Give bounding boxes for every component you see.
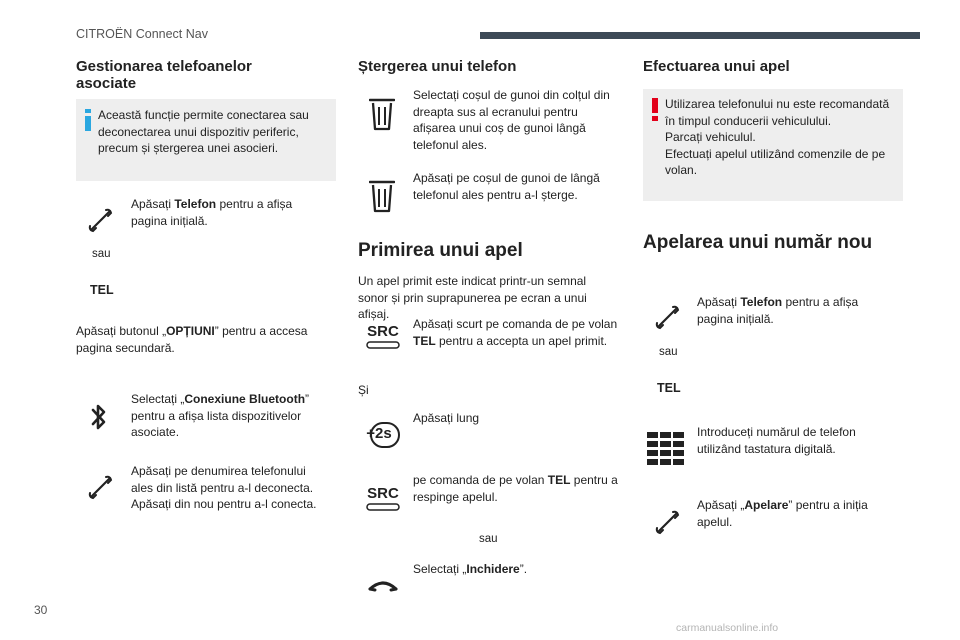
info-note [76,99,336,181]
long-press-label: +2s [366,425,392,442]
tel-label: TEL [657,381,681,395]
warning-note-text: Utilizarea telefonului nu este recomandată în timpul conducerii vehiculului. Parcați vehiculul. Efectuați apelul utilizând comenzile de pe volan. [665,97,890,177]
section-title-receive-call: Primirea unui apel [358,240,523,261]
watermark: carmanualsonline.info [676,622,779,634]
info-icon [85,109,91,131]
phone-icon[interactable] [88,475,114,501]
step-long-press: Apăsați lung [413,411,480,425]
info-note-text: Această funcție permite conectarea sau deconectarea unui dispozitiv periferic, precum și ștergerea unei asocieri. [98,108,309,155]
steering-src-button-icon[interactable] [366,486,400,512]
src-label: SRC [367,323,399,340]
or-label: sau [659,346,678,358]
warning-icon [652,98,658,122]
step-press-phone: Apăsați Telefon pentru a afișa pagina inițială. [697,295,859,326]
page-number: 30 [34,603,48,617]
step-reject-call: pe comanda de pe volan TEL pentru a respinge apelul. [413,473,618,504]
steering-button-shape [366,340,400,350]
tel-label: TEL [90,283,114,297]
steering-src-button-icon[interactable] [366,324,400,350]
bluetooth-icon[interactable] [89,402,109,432]
phone-icon[interactable] [655,305,681,331]
step-select-trash: Selectați coșul de gunoi din colțul din dreapta sus al ecranului pentru afișarea unui coș de gunoi lângă telefonul ales. [413,88,610,152]
step-bluetooth: Selectați „Conexiune Bluetooth” pentru a afișa lista dispozitivelor asociate. [131,392,310,439]
step-accept-call: Apăsați scurt pe comanda de pe volan TEL pentru a accepta un apel primit. [413,317,618,348]
hangup-icon[interactable] [368,578,398,594]
phone-icon[interactable] [655,510,681,536]
or-label: sau [92,248,111,260]
section-title-delete-phone: Ștergerea unui telefon [358,58,517,75]
section-title-new-number: Apelarea unui număr nou [643,232,873,253]
keypad-icon[interactable] [647,432,685,466]
step-connect-disconnect: Apăsați pe denumirea telefonului ales din listă pentru a-l deconecta. Apăsați din nou pentru a-l conecta. [131,464,317,511]
section-title-paired-phones: Gestionarea telefoanelor asociate [76,58,252,92]
or-label: sau [479,533,498,545]
header-title: CITROËN Connect Nav [76,27,208,41]
step-press-trash: Apăsați pe coșul de gunoi de lângă telefonul ales pentru a-l șterge. [413,171,600,202]
step-keypad: Introduceți numărul de telefon utilizând tastatura digitală. [697,425,856,456]
steering-button-shape [366,502,400,512]
trash-icon[interactable] [369,178,395,214]
phone-icon[interactable] [88,208,114,234]
src-label: SRC [367,485,399,502]
trash-icon[interactable] [369,96,395,132]
and-label: Și [358,383,369,397]
step-press-phone: Apăsați Telefon pentru a afișa pagina inițială. [131,197,293,228]
warning-note [643,89,903,201]
header-bar [480,32,920,39]
receive-intro: Un apel primit este indicat printr-un semnal sonor și prin suprapunerea pe ecran a unui afișaj. [358,274,587,321]
step-options: Apăsați butonul „OPȚIUNI” pentru a accesa pagina secundară. [76,324,308,355]
step-call: Apăsați „Apelare” pentru a iniția apelul. [697,498,868,529]
section-title-make-call: Efectuarea unui apel [643,58,790,75]
step-hangup: Selectați „Inchidere”. [413,562,528,576]
long-press-icon [358,422,400,448]
